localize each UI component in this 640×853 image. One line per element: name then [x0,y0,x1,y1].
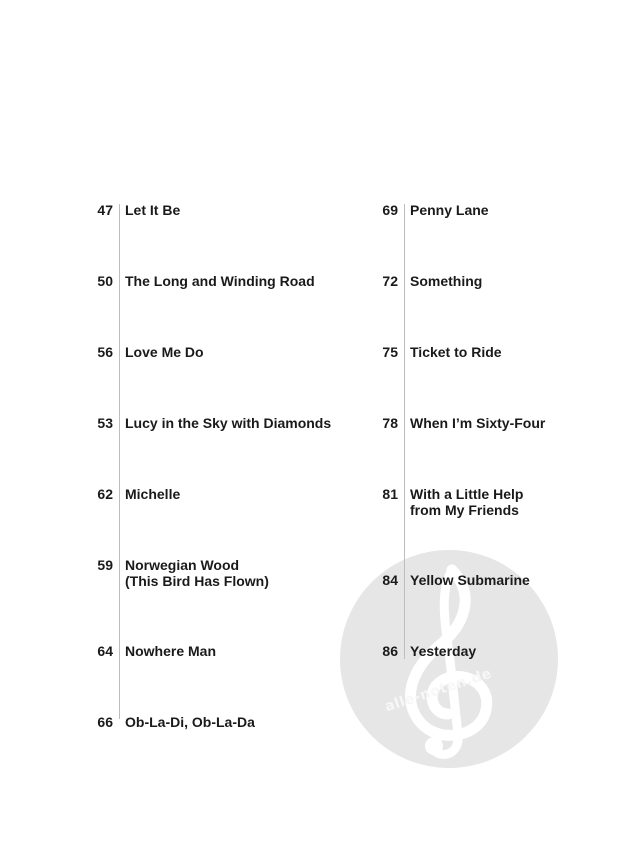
page-number: 78 [382,415,398,431]
page-number: 75 [382,344,398,360]
page-number: 59 [97,557,113,573]
song-title: Ticket to Ride [410,344,502,360]
page-number: 72 [382,273,398,289]
page-number: 56 [97,344,113,360]
song-title: The Long and Winding Road [125,273,315,289]
page-number: 62 [97,486,113,502]
song-title: Love Me Do [125,344,204,360]
page-number: 66 [97,714,113,730]
song-title: Yellow Submarine [410,572,530,588]
page-number: 64 [97,643,113,659]
song-title: When I’m Sixty-Four [410,415,546,431]
song-title: Lucy in the Sky with Diamonds [125,415,332,431]
song-title: Let It Be [125,202,181,218]
page-number: 84 [382,572,398,588]
song-title: Yesterday [410,643,477,659]
page-number: 86 [382,643,398,659]
page-number: 47 [97,202,113,218]
page-number: 81 [382,486,398,502]
page-number: 50 [97,273,113,289]
column-divider [119,204,120,719]
watermark-text: alle-noten.de [383,665,494,716]
song-title: With a Little Help from My Friends [410,486,524,518]
page-number: 69 [382,202,398,218]
song-title: Nowhere Man [125,643,217,659]
song-title: Michelle [125,486,181,502]
song-title: Something [410,273,483,289]
song-title: Norwegian Wood (This Bird Has Flown) [125,557,269,589]
song-title: Ob-La-Di, Ob-La-Da [125,714,255,730]
song-title: Penny Lane [410,202,489,218]
column-divider [404,204,405,659]
page-number: 53 [97,415,113,431]
